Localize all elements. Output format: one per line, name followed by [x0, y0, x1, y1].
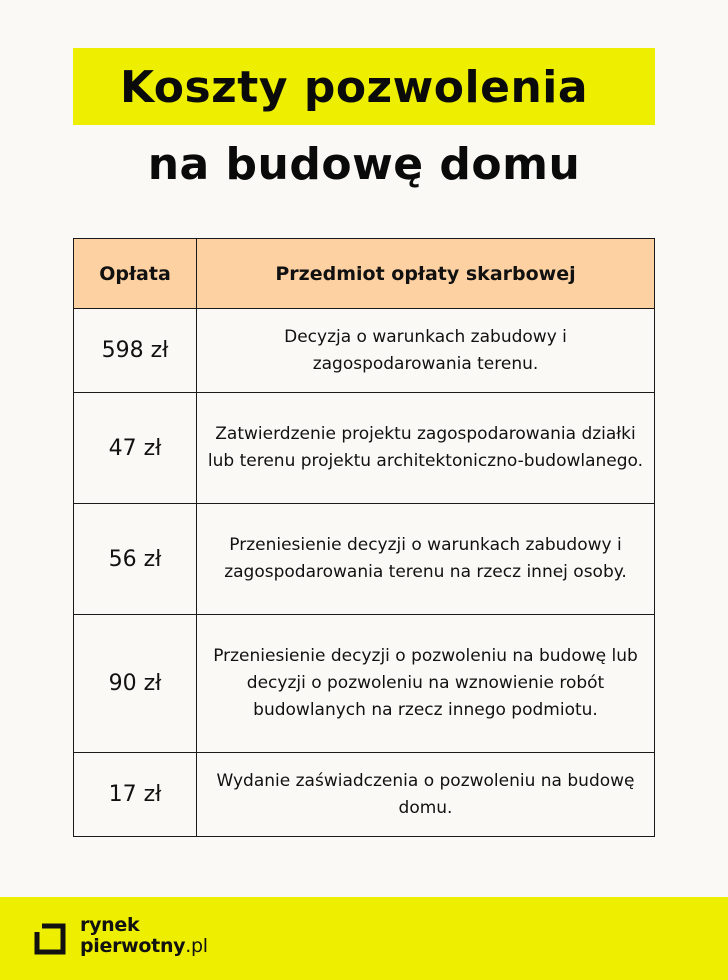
page-title-line1: Koszty pozwolenia — [119, 62, 589, 113]
fee-cell: 598 zł — [74, 309, 197, 393]
fee-cell: 47 zł — [74, 393, 197, 504]
description-cell: Przeniesienie decyzji o pozwoleniu na budowę lub decyzji o pozwoleniu na wznowienie robót budowlanych na rzecz innego podmiotu. — [197, 615, 655, 753]
logo-line2: pierwotny — [80, 935, 186, 957]
logo-line2-wrap — [80, 936, 208, 957]
fee-cell: 56 zł — [74, 504, 197, 615]
table-row — [74, 753, 655, 837]
description-cell: Decyzja o warunkach zabudowy i zagospodarowania terenu. — [197, 309, 655, 393]
description-cell: Przeniesienie decyzji o warunkach zabudowy i zagospodarowania terenu na rzecz innej osoby. — [197, 504, 655, 615]
description-cell: Zatwierdzenie projektu zagospodarowania działki lub terenu projektu architektoniczno-budowlanego. — [197, 393, 655, 504]
table-row — [74, 615, 655, 753]
fee-cell: 17 zł — [74, 753, 197, 837]
header-subject: Przedmiot opłaty skarbowej — [197, 239, 655, 309]
fee-cell: 90 zł — [74, 615, 197, 753]
table-header-row — [74, 239, 655, 309]
header-fee: Opłata — [74, 239, 197, 309]
logo-suffix: .pl — [185, 935, 208, 957]
brand-logo — [80, 915, 208, 957]
table-row — [74, 309, 655, 393]
table-row — [74, 393, 655, 504]
logo-line1: rynek — [80, 914, 140, 936]
logo-bracket-icon — [33, 922, 67, 956]
description-cell: Wydanie zaświadczenia o pozwoleniu na budowę domu. — [197, 753, 655, 837]
page-title-line2: na budowę domu — [147, 139, 581, 190]
table-row — [74, 504, 655, 615]
fees-table — [73, 238, 655, 837]
